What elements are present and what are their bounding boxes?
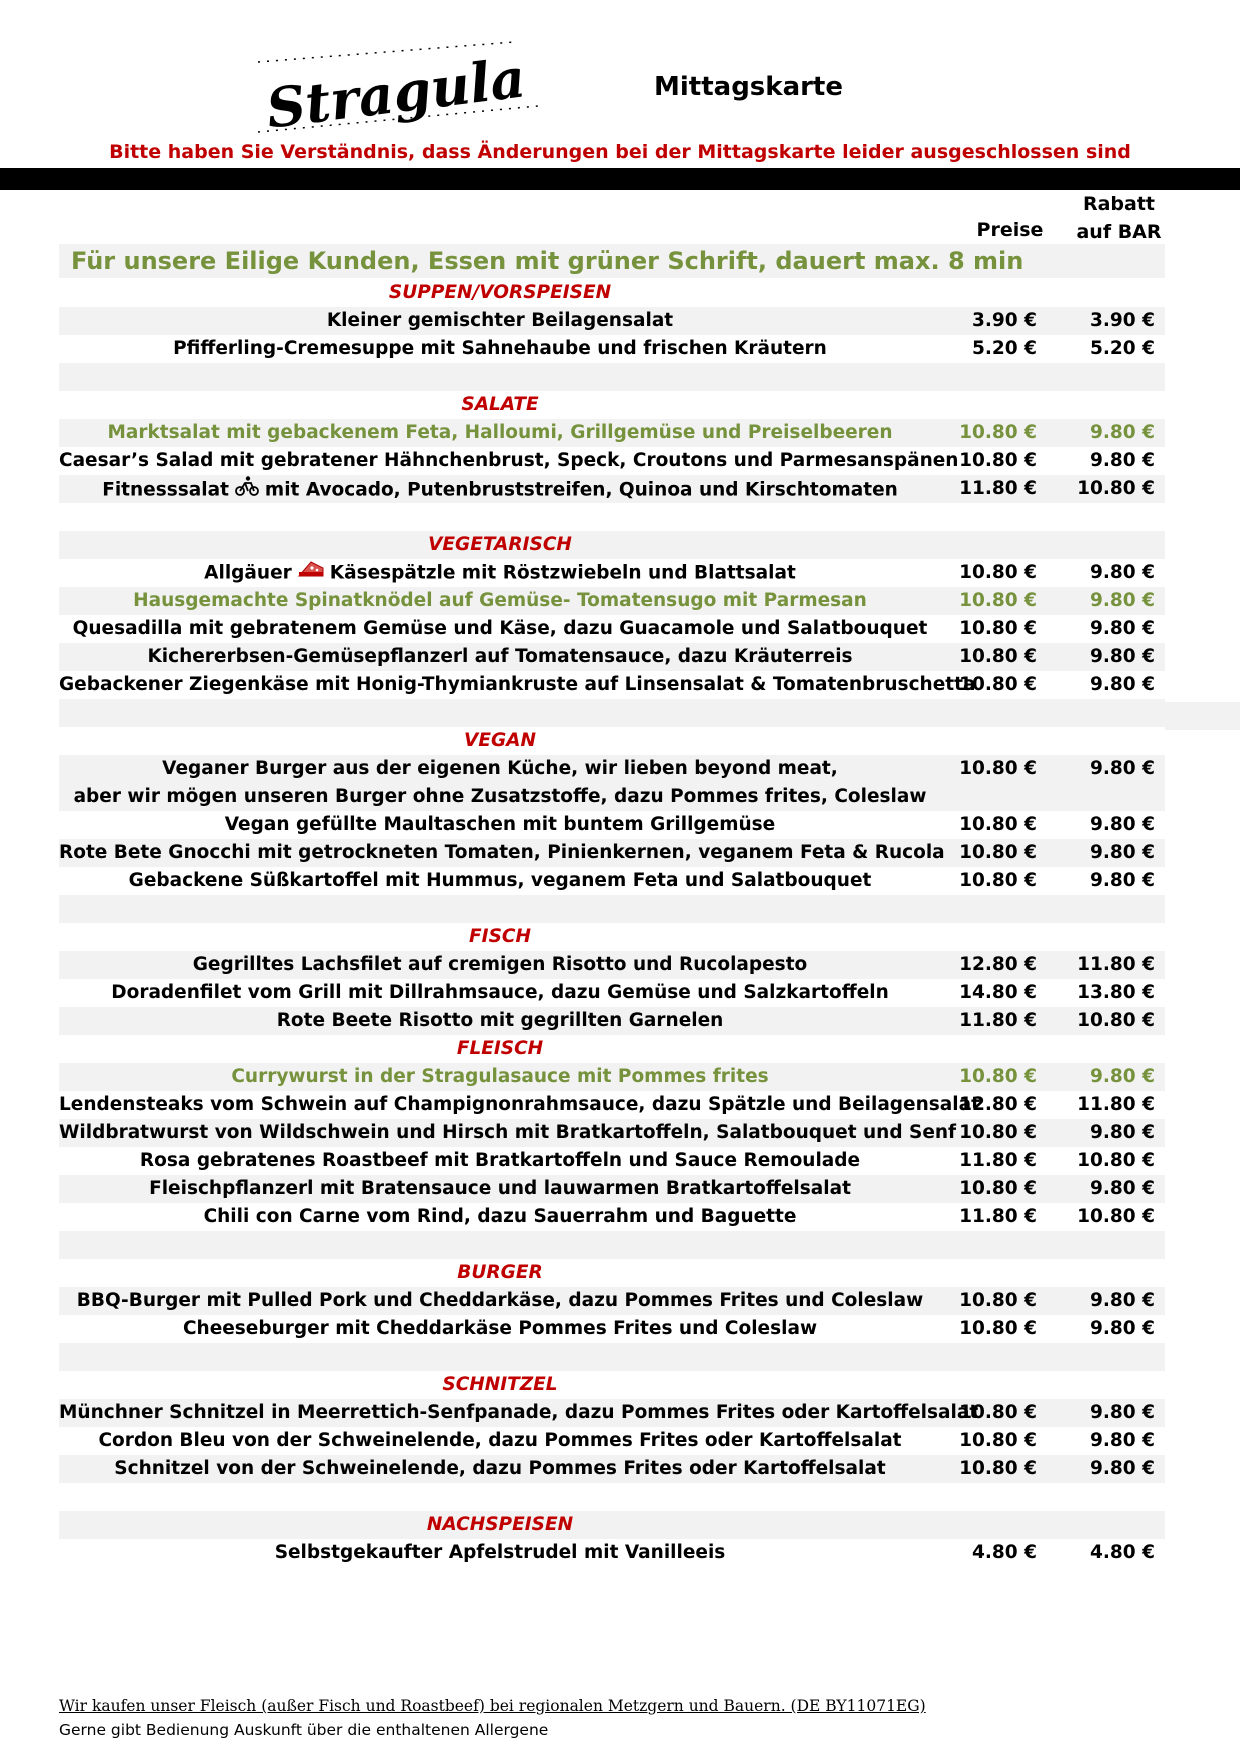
price: 10.80 € bbox=[959, 1066, 1037, 1087]
menu-item bbox=[59, 867, 1165, 895]
cash-discount-price: 9.80 € bbox=[1090, 450, 1155, 471]
price: 3.90 € bbox=[972, 310, 1037, 331]
menu-item bbox=[59, 475, 1165, 503]
cash-discount-price: 9.80 € bbox=[1090, 562, 1155, 583]
price: 12.80 € bbox=[959, 1094, 1037, 1115]
price: 10.80 € bbox=[959, 590, 1037, 611]
footer-meat-source: Wir kaufen unser Fleisch (außer Fisch und Roastbeef) bei regionalen Metzgern und Bauern. (DE BY11071EG) bbox=[59, 1697, 926, 1715]
dish-name: Quesadilla mit gebratenem Gemüse und Käse, dazu Guacamole und Salatbouquet bbox=[72, 618, 928, 639]
menu-item bbox=[59, 447, 1165, 475]
price: 11.80 € bbox=[959, 1206, 1037, 1227]
cash-discount-price: 9.80 € bbox=[1090, 1402, 1155, 1423]
cash-discount-price: 3.90 € bbox=[1090, 310, 1155, 331]
dish-name: Marktsalat mit gebackenem Feta, Halloumi, Grillgemüse und Preiselbeeren bbox=[107, 422, 893, 443]
category-header bbox=[59, 1371, 1165, 1399]
category-header bbox=[59, 391, 1165, 419]
price: 10.80 € bbox=[959, 1430, 1037, 1451]
price: 10.80 € bbox=[959, 842, 1037, 863]
cash-discount-price: 11.80 € bbox=[1077, 954, 1155, 975]
price: 10.80 € bbox=[959, 870, 1037, 891]
dish-name: Kleiner gemischter Beilagensalat bbox=[326, 310, 674, 331]
price: 10.80 € bbox=[959, 1122, 1037, 1143]
price: 11.80 € bbox=[959, 478, 1037, 499]
cash-discount-price: 9.80 € bbox=[1090, 1430, 1155, 1451]
category-header bbox=[59, 727, 1165, 755]
menu-item bbox=[59, 419, 1165, 447]
spacer-row bbox=[59, 363, 1165, 391]
price: 10.80 € bbox=[959, 422, 1037, 443]
category-title: FISCH bbox=[469, 926, 531, 947]
menu-item bbox=[59, 643, 1165, 671]
category-header bbox=[59, 1259, 1165, 1287]
category-title: VEGAN bbox=[464, 730, 536, 751]
spacer-row bbox=[59, 1343, 1165, 1371]
cash-discount-price: 9.80 € bbox=[1090, 674, 1155, 695]
category-title: VEGETARISCH bbox=[428, 534, 572, 555]
menu-item bbox=[59, 1427, 1165, 1455]
cash-discount-price: 9.80 € bbox=[1090, 618, 1155, 639]
dish-name: BBQ-Burger mit Pulled Pork und Cheddarkäse, dazu Pommes Frites und Coleslaw bbox=[76, 1290, 924, 1311]
category-header bbox=[59, 531, 1165, 559]
menu-item bbox=[59, 1063, 1165, 1091]
category-title: SCHNITZEL bbox=[442, 1374, 558, 1395]
dish-name: Hausgemachte Spinatknödel auf Gemüse- Tomatensugo mit Parmesan bbox=[133, 590, 867, 611]
dish-name bbox=[59, 755, 941, 811]
menu-item bbox=[59, 1203, 1165, 1231]
cash-discount-price: 9.80 € bbox=[1090, 1122, 1155, 1143]
category-title: BURGER bbox=[457, 1262, 543, 1283]
cash-discount-price: 9.80 € bbox=[1090, 1318, 1155, 1339]
page-title: Mittagskarte bbox=[654, 72, 843, 102]
column-header-price: Preise bbox=[976, 219, 1044, 241]
dish-name: Doradenfilet vom Grill mit Dillrahmsauce, dazu Gemüse und Salzkartoffeln bbox=[111, 982, 889, 1003]
dish-name: Kichererbsen-Gemüsepflanzerl auf Tomatensauce, dazu Kräuterreis bbox=[147, 646, 853, 667]
category-header bbox=[59, 279, 1165, 307]
category-title: SALATE bbox=[461, 394, 539, 415]
price: 10.80 € bbox=[959, 1402, 1037, 1423]
price: 10.80 € bbox=[959, 758, 1037, 779]
menu-item bbox=[59, 755, 1165, 811]
dish-name: Chili con Carne vom Rind, dazu Sauerrahm und Baguette bbox=[203, 1206, 797, 1227]
menu-item bbox=[59, 1119, 1165, 1147]
dish-name: Münchner Schnitzel in Meerrettich-Senfpanade, dazu Pommes Frites oder Kartoffelsalat bbox=[59, 1402, 979, 1423]
menu-list bbox=[59, 279, 1165, 1567]
category-title: SUPPEN/VORSPEISEN bbox=[388, 282, 612, 303]
price: 10.80 € bbox=[959, 618, 1037, 639]
cash-discount-price: 9.80 € bbox=[1090, 590, 1155, 611]
menu-item bbox=[59, 1175, 1165, 1203]
dish-name-prefix: Allgäuer bbox=[204, 562, 292, 584]
cash-discount-price: 9.80 € bbox=[1090, 870, 1155, 891]
menu-item bbox=[59, 1147, 1165, 1175]
dish-name: Cheeseburger mit Cheddarkäse Pommes Frites und Coleslaw bbox=[182, 1318, 818, 1339]
dish-name: Rote Bete Gnocchi mit getrockneten Tomaten, Pinienkernen, veganem Feta & Rucola bbox=[59, 842, 945, 863]
dish-name-line1: Veganer Burger aus der eigenen Küche, wir lieben beyond meat, bbox=[162, 758, 838, 779]
menu-item bbox=[59, 307, 1165, 335]
spacer-row bbox=[59, 1231, 1165, 1259]
category-header bbox=[59, 923, 1165, 951]
spacer-row bbox=[59, 895, 1165, 923]
cash-discount-price: 11.80 € bbox=[1077, 1094, 1155, 1115]
price: 11.80 € bbox=[959, 1010, 1037, 1031]
menu-item bbox=[59, 335, 1165, 363]
quick-meal-note: Für unsere Eilige Kunden, Essen mit grüner Schrift, dauert max. 8 min bbox=[59, 244, 1165, 278]
cash-discount-price: 5.20 € bbox=[1090, 338, 1155, 359]
cash-discount-price: 4.80 € bbox=[1090, 1542, 1155, 1563]
dish-name bbox=[59, 559, 941, 588]
menu-item bbox=[59, 951, 1165, 979]
price: 10.80 € bbox=[959, 562, 1037, 583]
dish-name bbox=[59, 475, 941, 506]
price: 10.80 € bbox=[959, 1458, 1037, 1479]
menu-item bbox=[59, 1399, 1165, 1427]
menu-item bbox=[59, 615, 1165, 643]
dish-name: Rote Beete Risotto mit gegrillten Garnelen bbox=[276, 1010, 724, 1031]
price: 10.80 € bbox=[959, 1178, 1037, 1199]
dish-name: Rosa gebratenes Roastbeef mit Bratkartoffeln und Sauce Remoulade bbox=[139, 1150, 861, 1171]
price: 11.80 € bbox=[959, 1150, 1037, 1171]
logo-text: Stragula bbox=[262, 45, 529, 135]
price: 10.80 € bbox=[959, 450, 1037, 471]
cheese-icon bbox=[298, 559, 324, 588]
cash-discount-price: 9.80 € bbox=[1090, 1290, 1155, 1311]
category-title: FLEISCH bbox=[456, 1038, 544, 1059]
spacer-row bbox=[59, 1483, 1165, 1511]
menu-item bbox=[59, 671, 1165, 699]
cash-discount-price: 10.80 € bbox=[1077, 1206, 1155, 1227]
change-notice: Bitte haben Sie Verständnis, dass Änderungen bei der Mittagskarte leider ausgeschlossen sind bbox=[109, 141, 1131, 163]
bicycle-icon bbox=[235, 475, 259, 506]
dish-name: Schnitzel von der Schweinelende, dazu Pommes Frites oder Kartoffelsalat bbox=[114, 1458, 886, 1479]
dish-name: Fleischpflanzerl mit Bratensauce und lauwarmen Bratkartoffelsalat bbox=[149, 1178, 851, 1199]
menu-item bbox=[59, 587, 1165, 615]
category-header bbox=[59, 1035, 1165, 1063]
dish-name: Caesar’s Salad mit gebratener Hähnchenbrust, Speck, Croutons und Parmesanspänen bbox=[59, 450, 959, 471]
category-header bbox=[59, 1511, 1165, 1539]
column-header-discount bbox=[1065, 190, 1173, 246]
discount-header-line1: Rabatt bbox=[1082, 193, 1156, 215]
price: 10.80 € bbox=[959, 646, 1037, 667]
menu-item bbox=[59, 559, 1165, 587]
cash-discount-price: 9.80 € bbox=[1090, 1178, 1155, 1199]
price: 12.80 € bbox=[959, 954, 1037, 975]
menu-item bbox=[59, 1091, 1165, 1119]
dish-name-prefix: Fitnesssalat bbox=[102, 479, 229, 501]
menu-item bbox=[59, 1007, 1165, 1035]
decorative-shade bbox=[1165, 702, 1240, 730]
header-divider bbox=[0, 168, 1240, 190]
dish-name: Wildbratwurst von Wildschwein und Hirsch mit Bratkartoffeln, Salatbouquet und Senf bbox=[59, 1122, 957, 1143]
cash-discount-price: 9.80 € bbox=[1090, 1066, 1155, 1087]
dish-name-text: mit Avocado, Putenbruststreifen, Quinoa und Kirschtomaten bbox=[264, 479, 898, 501]
cash-discount-price: 9.80 € bbox=[1090, 1458, 1155, 1479]
menu-item bbox=[59, 811, 1165, 839]
spacer-row bbox=[59, 699, 1165, 727]
category-title: NACHSPEISEN bbox=[426, 1514, 574, 1535]
menu-item bbox=[59, 1315, 1165, 1343]
menu-item bbox=[59, 979, 1165, 1007]
dish-name: Currywurst in der Stragulasauce mit Pommes frites bbox=[231, 1066, 769, 1087]
cash-discount-price: 9.80 € bbox=[1090, 422, 1155, 443]
price: 10.80 € bbox=[959, 814, 1037, 835]
stragula-logo bbox=[246, 40, 546, 135]
menu-item bbox=[59, 1539, 1165, 1567]
menu-item bbox=[59, 839, 1165, 867]
dish-name: Selbstgekaufter Apfelstrudel mit Vanilleeis bbox=[274, 1542, 726, 1563]
dish-name: Pfifferling-Cremesuppe mit Sahnehaube und frischen Kräutern bbox=[173, 338, 827, 359]
price: 10.80 € bbox=[959, 1318, 1037, 1339]
spacer-row bbox=[59, 503, 1165, 531]
dish-name: Vegan gefüllte Maultaschen mit buntem Grillgemüse bbox=[224, 814, 776, 835]
price: 10.80 € bbox=[959, 1290, 1037, 1311]
dish-name: Gebackener Ziegenkäse mit Honig-Thymiankruste auf Linsensalat & Tomatenbruschetta bbox=[59, 674, 976, 695]
dish-name: Gegrilltes Lachsfilet auf cremigen Risotto und Rucolapesto bbox=[192, 954, 808, 975]
cash-discount-price: 10.80 € bbox=[1077, 1010, 1155, 1031]
footer-allergen-info: Gerne gibt Bedienung Auskunft über die enthaltenen Allergene bbox=[59, 1721, 549, 1739]
cash-discount-price: 9.80 € bbox=[1090, 814, 1155, 835]
price: 5.20 € bbox=[972, 338, 1037, 359]
price: 10.80 € bbox=[959, 674, 1037, 695]
dish-name: Cordon Bleu von der Schweinelende, dazu Pommes Frites oder Kartoffelsalat bbox=[98, 1430, 902, 1451]
price: 4.80 € bbox=[972, 1542, 1037, 1563]
cash-discount-price: 9.80 € bbox=[1090, 646, 1155, 667]
dish-name: Lendensteaks vom Schwein auf Champignonrahmsauce, dazu Spätzle und Beilagensalat bbox=[59, 1094, 980, 1115]
dish-name: Gebackene Süßkartoffel mit Hummus, veganem Feta und Salatbouquet bbox=[128, 870, 872, 891]
cash-discount-price: 9.80 € bbox=[1090, 842, 1155, 863]
dish-name-line2: aber wir mögen unseren Burger ohne Zusatzstoffe, dazu Pommes frites, Coleslaw bbox=[73, 786, 927, 807]
dish-name-text: Käsespätzle mit Röstzwiebeln und Blattsalat bbox=[329, 562, 796, 584]
discount-header-line2: auf BAR bbox=[1076, 221, 1162, 243]
cash-discount-price: 9.80 € bbox=[1090, 758, 1155, 779]
menu-item bbox=[59, 1455, 1165, 1483]
cash-discount-price: 10.80 € bbox=[1077, 1150, 1155, 1171]
cash-discount-price: 13.80 € bbox=[1077, 982, 1155, 1003]
menu-item bbox=[59, 1287, 1165, 1315]
cash-discount-price: 10.80 € bbox=[1077, 478, 1155, 499]
price: 14.80 € bbox=[959, 982, 1037, 1003]
